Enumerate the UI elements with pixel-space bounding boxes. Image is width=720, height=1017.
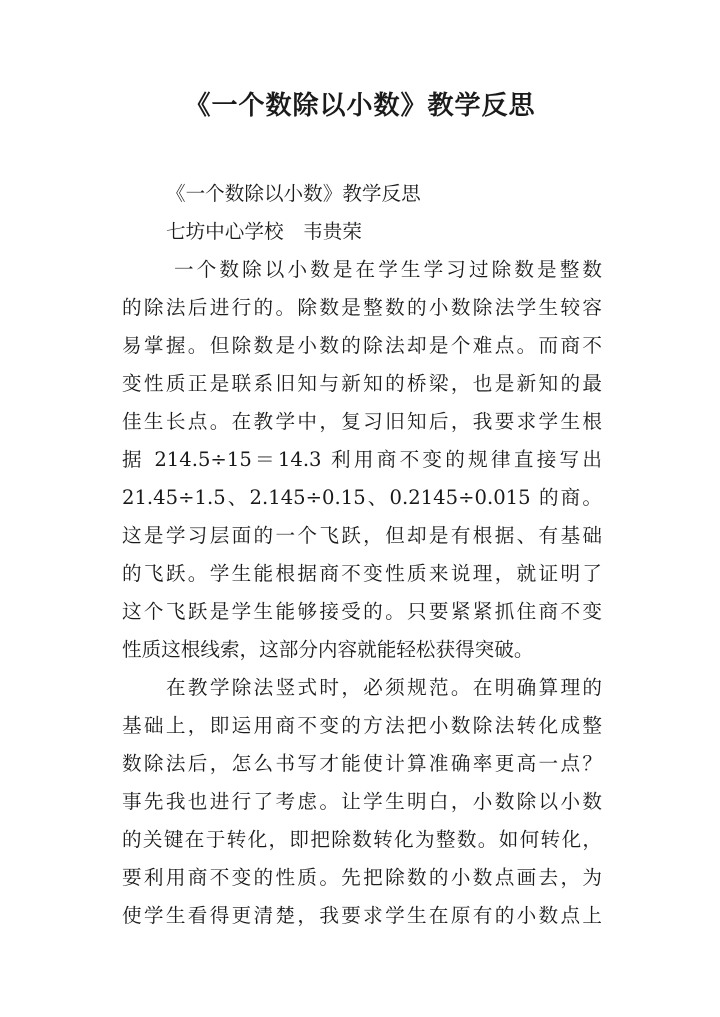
paragraph-1-line: 易掌握。但除数是小数的除法却是个难点。而商不 bbox=[122, 334, 602, 357]
paragraph-2-line: 的关键在于转化，即把除数转化为整数。如何转化， bbox=[122, 828, 602, 851]
paragraph-2-line: 使学生看得更清楚，我要求学生在原有的小数点上 bbox=[122, 904, 602, 927]
document-title: 《一个数除以小数》教学反思 bbox=[184, 91, 536, 121]
paragraph-1-line: 这个飞跃是学生能够接受的。只要紧紧抓住商不变 bbox=[122, 600, 602, 623]
paragraph-1-line: 21.45÷1.5、2.145÷0.15、0.2145÷0.015 的商。 bbox=[122, 486, 602, 509]
paragraph-1-line: 佳生长点。在教学中，复习旧知后，我要求学生根 bbox=[122, 410, 602, 433]
paragraph-1-line: 性质这根线索，这部分内容就能轻松获得突破。 bbox=[122, 638, 534, 661]
paragraph-1-line: 据 214.5÷15＝14.3 利用商不变的规律直接写出 bbox=[122, 448, 602, 471]
document-body bbox=[122, 175, 602, 935]
paragraph-2-line: 在教学除法竖式时，必须规范。在明确算理的 bbox=[166, 676, 602, 699]
paragraph-1-line: 变性质正是联系旧知与新知的桥梁，也是新知的最 bbox=[122, 372, 602, 395]
paragraph-2-line: 数除法后，怎么书写才能使计算准确率更高一点？ bbox=[122, 752, 602, 775]
paragraph-2-line: 基础上，即运用商不变的方法把小数除法转化成整 bbox=[122, 714, 602, 737]
paragraph-1-line: 一个数除以小数是在学生学习过除数是整数 bbox=[174, 258, 602, 281]
subtitle: 《一个数除以小数》教学反思 bbox=[166, 182, 421, 205]
paragraph-1-line: 这是学习层面的一个飞跃，但却是有根据、有基础 bbox=[122, 524, 602, 547]
paragraph-2-line: 要利用商不变的性质。先把除数的小数点画去，为 bbox=[122, 866, 602, 889]
paragraph-2-line: 事先我也进行了考虑。让学生明白，小数除以小数 bbox=[122, 790, 602, 813]
paragraph-1-line: 的飞跃。学生能根据商不变性质来说理，就证明了 bbox=[122, 562, 602, 585]
paragraph-1-line: 的除法后进行的。除数是整数的小数除法学生较容 bbox=[122, 296, 602, 319]
author-line: 七坊中心学校 韦贵荣 bbox=[166, 220, 362, 243]
